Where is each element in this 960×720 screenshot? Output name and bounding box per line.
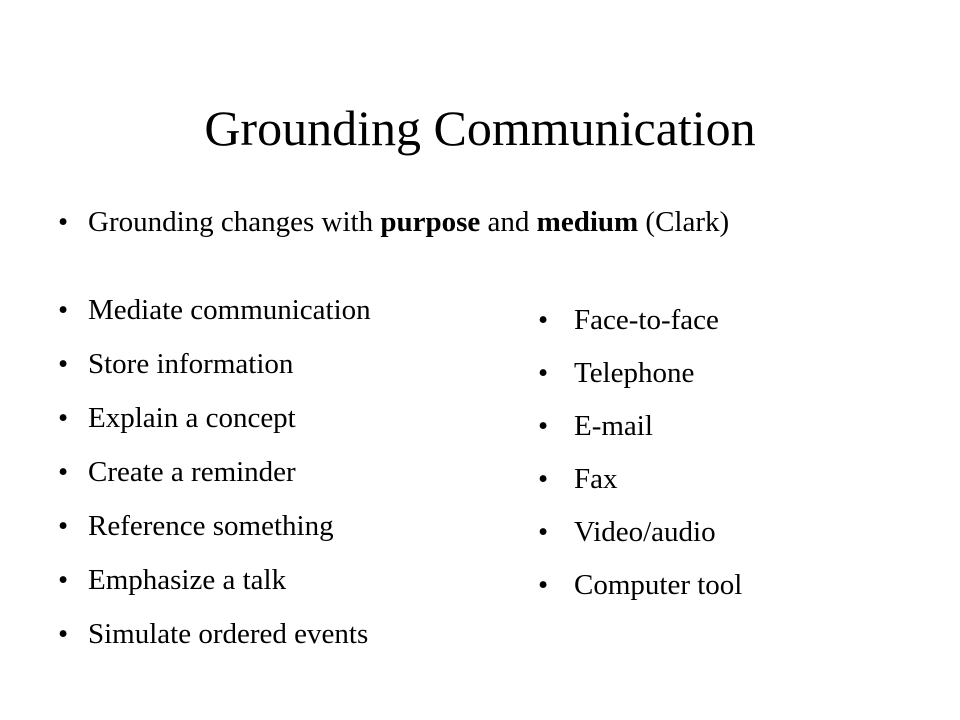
list-item-label: Store information: [88, 348, 294, 380]
bullet-icon: •: [538, 304, 549, 336]
list-item-label: Emphasize a talk: [88, 564, 287, 596]
intro-text-after: (Clark): [638, 206, 730, 238]
intro-bullet: [58, 202, 729, 242]
bullet-icon: •: [58, 294, 69, 326]
bullet-icon: •: [58, 348, 69, 380]
intro-text-middle: and: [480, 206, 537, 238]
list-item: [58, 398, 371, 452]
list-item: [538, 459, 742, 512]
medium-list: [538, 300, 742, 618]
list-item-label: Mediate communication: [88, 294, 371, 326]
bullet-icon: •: [538, 463, 549, 495]
list-item-label: E-mail: [574, 410, 653, 442]
list-item-label: Explain a concept: [88, 402, 296, 434]
bullet-icon: •: [58, 510, 69, 542]
list-item-label: Create a reminder: [88, 456, 296, 488]
list-item-label: Reference something: [88, 510, 334, 542]
bullet-icon: •: [538, 357, 549, 389]
list-item-label: Simulate ordered events: [88, 618, 369, 650]
list-item-label: Face-to-face: [574, 304, 719, 336]
slide-title: Grounding Communication: [204, 100, 756, 156]
bullet-icon: •: [58, 206, 69, 238]
list-item: [538, 353, 742, 406]
list-item-label: Video/audio: [574, 516, 716, 548]
list-item: [58, 344, 371, 398]
bullet-icon: •: [538, 569, 549, 601]
bullet-icon: •: [538, 516, 549, 548]
list-item: [58, 452, 371, 506]
list-item: [538, 565, 742, 618]
bullet-icon: •: [58, 618, 69, 650]
list-item-label: Fax: [574, 463, 618, 495]
bullet-icon: •: [58, 456, 69, 488]
list-item: [58, 506, 371, 560]
list-item: [538, 300, 742, 353]
bullet-icon: •: [538, 410, 549, 442]
list-item: [58, 614, 371, 668]
list-item: [58, 290, 371, 344]
list-item: [538, 512, 742, 565]
intro-emphasis-purpose: purpose: [380, 206, 481, 238]
purpose-list: [58, 290, 371, 668]
intro-text-before: Grounding changes with: [88, 206, 381, 238]
bullet-icon: •: [58, 402, 69, 434]
list-item: [538, 406, 742, 459]
list-item-label: Computer tool: [574, 569, 743, 601]
intro-emphasis-medium: medium: [536, 206, 639, 238]
list-item: [58, 560, 371, 614]
bullet-icon: •: [58, 564, 69, 596]
list-item-label: Telephone: [574, 357, 695, 389]
